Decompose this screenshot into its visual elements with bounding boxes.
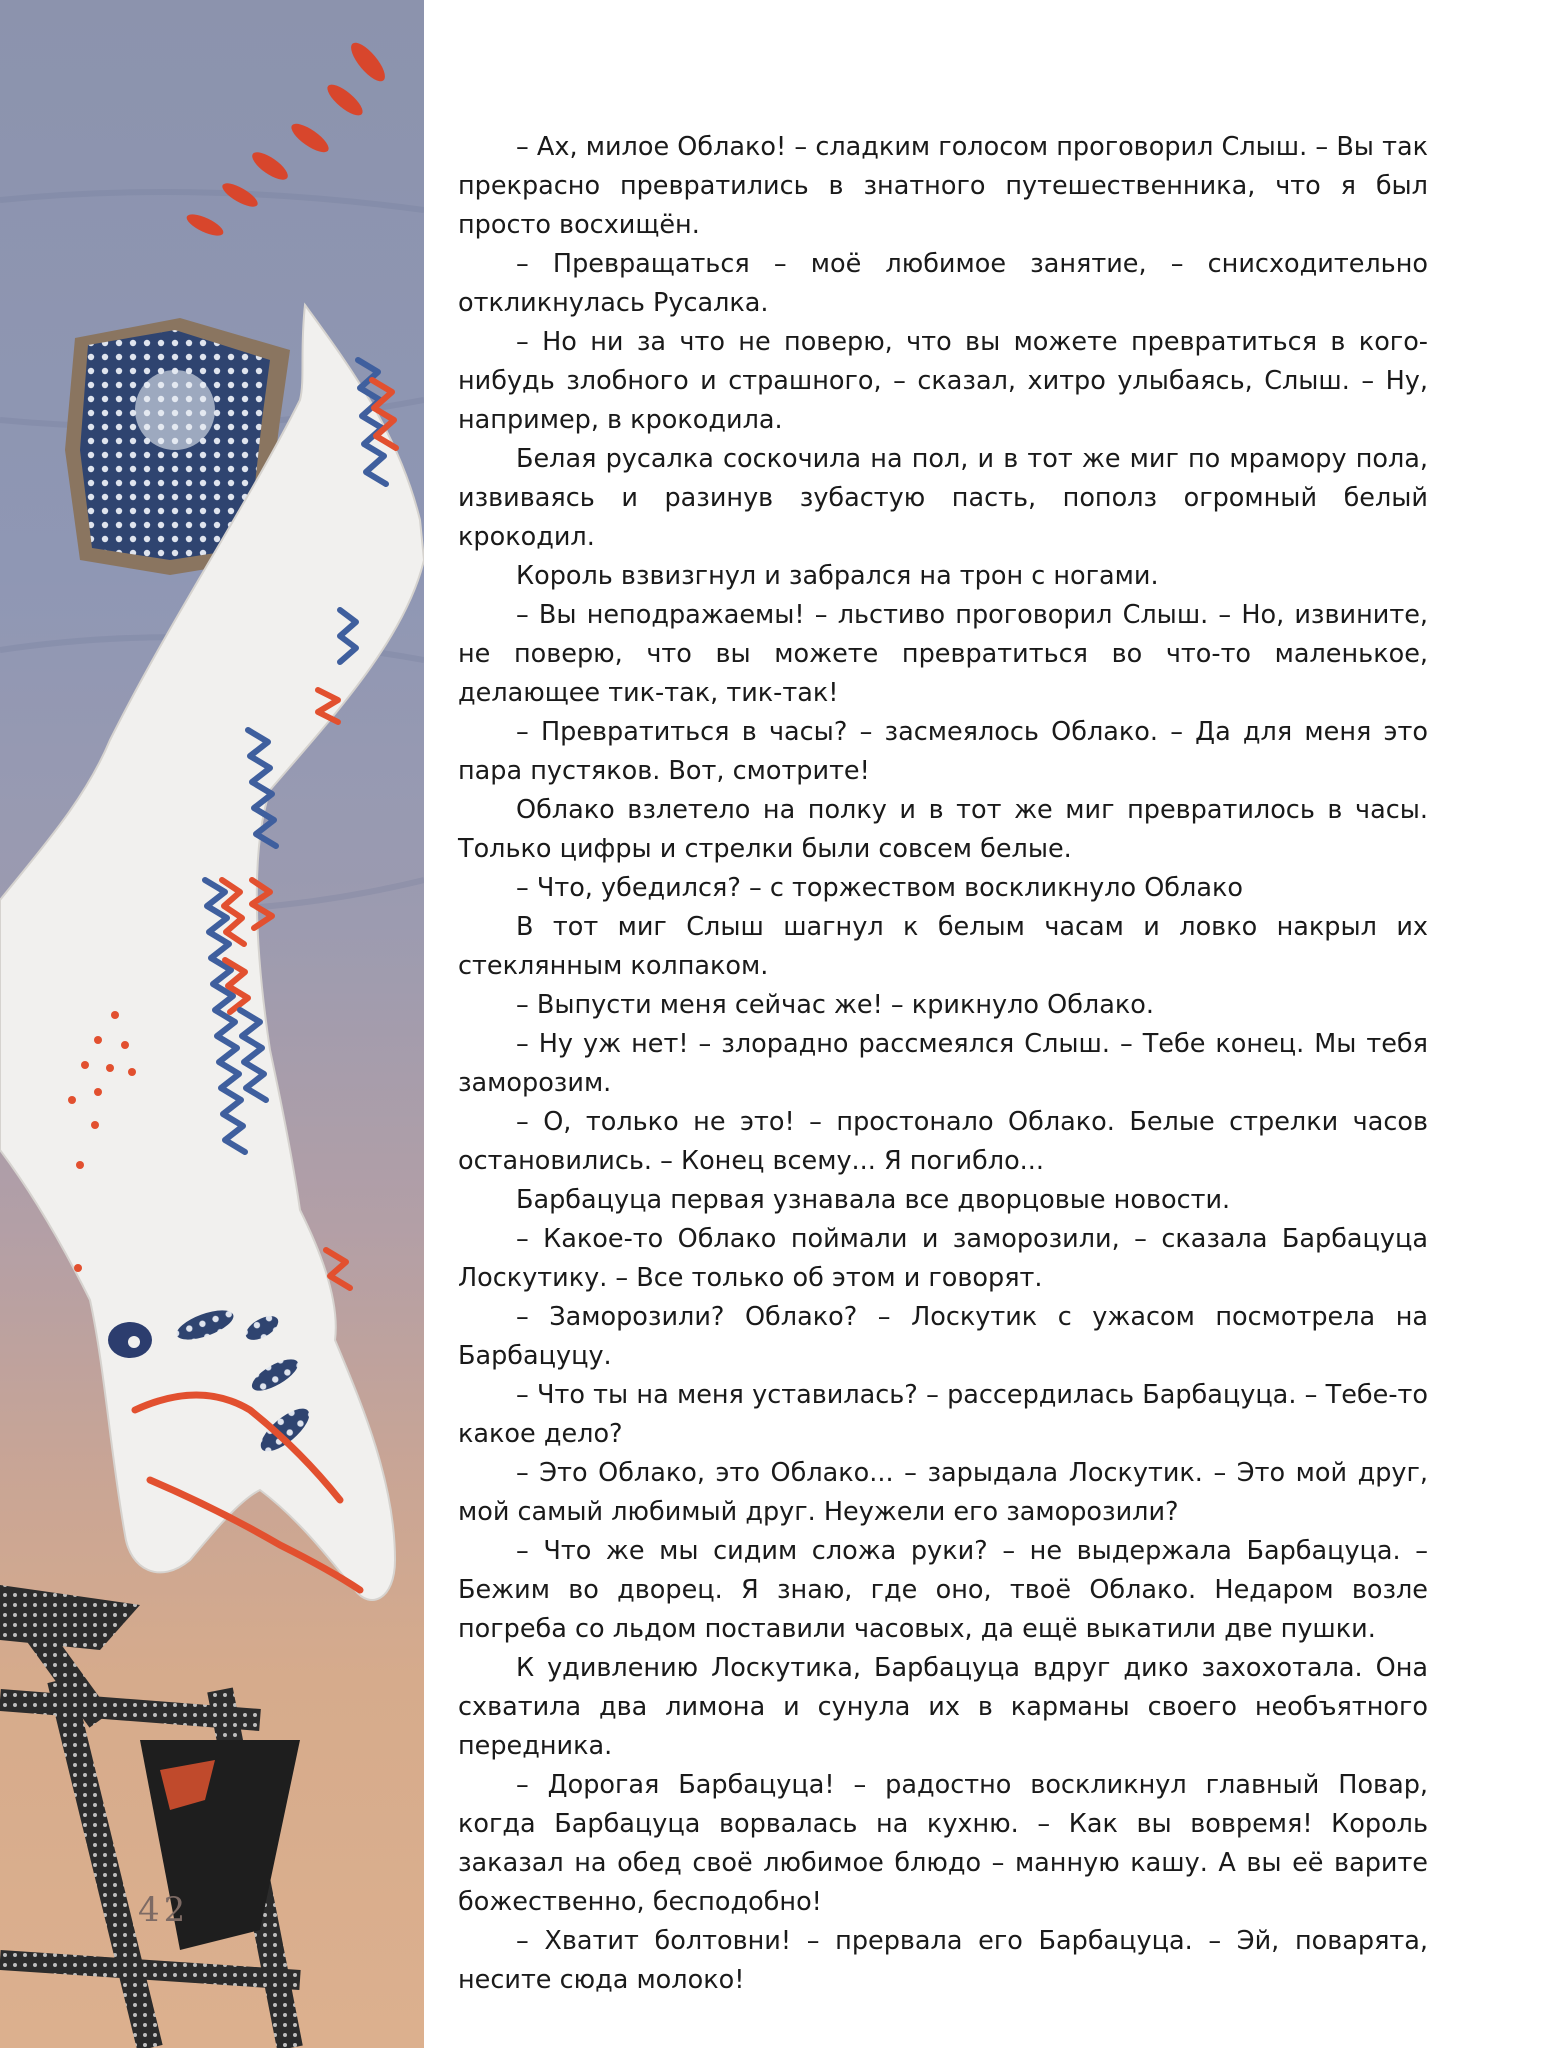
- paragraph: – Превратиться в часы? – засмеялось Облако. – Да для меня это пара пустяков. Вот, смотрите!: [458, 717, 1428, 786]
- paragraph: – Заморозили? Облако? – Лоскутик с ужасом посмотрела на Барбацуцу.: [458, 1302, 1428, 1371]
- paragraph: – Ну уж нет! – злорадно рассмеялся Слыш. – Тебе конец. Мы тебя заморозим.: [458, 1029, 1428, 1098]
- chair-collage: [0, 1585, 300, 2048]
- paragraph: Барбацуца первая узнавала все дворцовые новости.: [516, 1185, 1231, 1215]
- page-number: 42: [138, 1890, 190, 1930]
- crocodile-collage-image: [0, 0, 424, 2048]
- paragraph: К удивлению Лоскутика, Барбацуца вдруг дико захохотала. Она схватила два лимона и сунула их в карманы своего необъятного передника.: [458, 1653, 1428, 1761]
- paragraph: – Дорогая Барбацуца! – радостно воскликнул главный Повар, когда Барбацуца ворвалась на кухню. – Как вы вовремя! Король заказал на обед своё любимое блюдо – манную кашу. А вы её варите божественно, бесподобно!: [458, 1770, 1428, 1917]
- paragraph: В тот миг Слыш шагнул к белым часам и ловко накрыл их стеклянным колпаком.: [458, 912, 1428, 981]
- paragraph: Облако взлетело на полку и в тот же миг превратилось в часы. Только цифры и стрелки были совсем белые.: [458, 795, 1428, 864]
- paragraph: Король взвизгнул и забрался на трон с ногами.: [516, 561, 1159, 591]
- paragraph: – Что же мы сидим сложа руки? – не выдержала Барбацуца. – Бежим во дворец. Я знаю, где оно, твоё Облако. Недаром возле погреба со льдом поставили часовых, да ещё выкатили две пушки.: [458, 1536, 1428, 1644]
- paragraph: – Выпусти меня сейчас же! – крикнуло Облако.: [516, 990, 1154, 1020]
- paragraph: – Какое-то Облако поймали и заморозили, – сказала Барбацуца Лоскутику. – Все только об этом и говорят.: [458, 1224, 1428, 1293]
- story-text: [458, 128, 1428, 2000]
- side-illustration: [0, 0, 424, 2048]
- crocodile-eye: [108, 1322, 152, 1358]
- red-petals-decoration: [184, 38, 390, 240]
- paragraph: – Что, убедился? – с торжеством воскликнуло Облако: [516, 873, 1243, 903]
- paragraph: – Ах, милое Облако! – сладким голосом проговорил Слыш. – Вы так прекрасно превратились в знатного путешественника, что я был просто восхищён.: [458, 132, 1428, 240]
- paragraph: – Превращаться – моё любимое занятие, – снисходительно откликнулась Русалка.: [458, 249, 1428, 318]
- paragraph: – Что ты на меня уставилась? – рассердилась Барбацуца. – Тебе-то какое дело?: [458, 1380, 1428, 1449]
- paragraph: – Но ни за что не поверю, что вы можете превратиться в кого-нибудь злобного и страшного, – сказал, хитро улыбаясь, Слыш. – Ну, например, в крокодила.: [458, 327, 1428, 435]
- paragraph: – Вы неподражаемы! – льстиво проговорил Слыш. – Но, извините, не поверю, что вы можете превратиться во что-то маленькое, делающее тик-так, тик-так!: [458, 600, 1428, 708]
- paragraph: – Это Облако, это Облако... – зарыдала Лоскутик. – Это мой друг, мой самый любимый друг. Неужели его заморозили?: [458, 1458, 1428, 1527]
- paragraph: – Хватит болтовни! – прервала его Барбацуца. – Эй, поварята, несите сюда молоко!: [458, 1926, 1428, 1995]
- paragraph: – О, только не это! – простонало Облако. Белые стрелки часов остановились. – Конец всему... Я погибло...: [458, 1107, 1428, 1176]
- paragraph: Белая русалка соскочила на пол, и в тот же миг по мрамору пола, извиваясь и разинув зубастую пасть, пополз огромный белый крокодил.: [458, 444, 1428, 552]
